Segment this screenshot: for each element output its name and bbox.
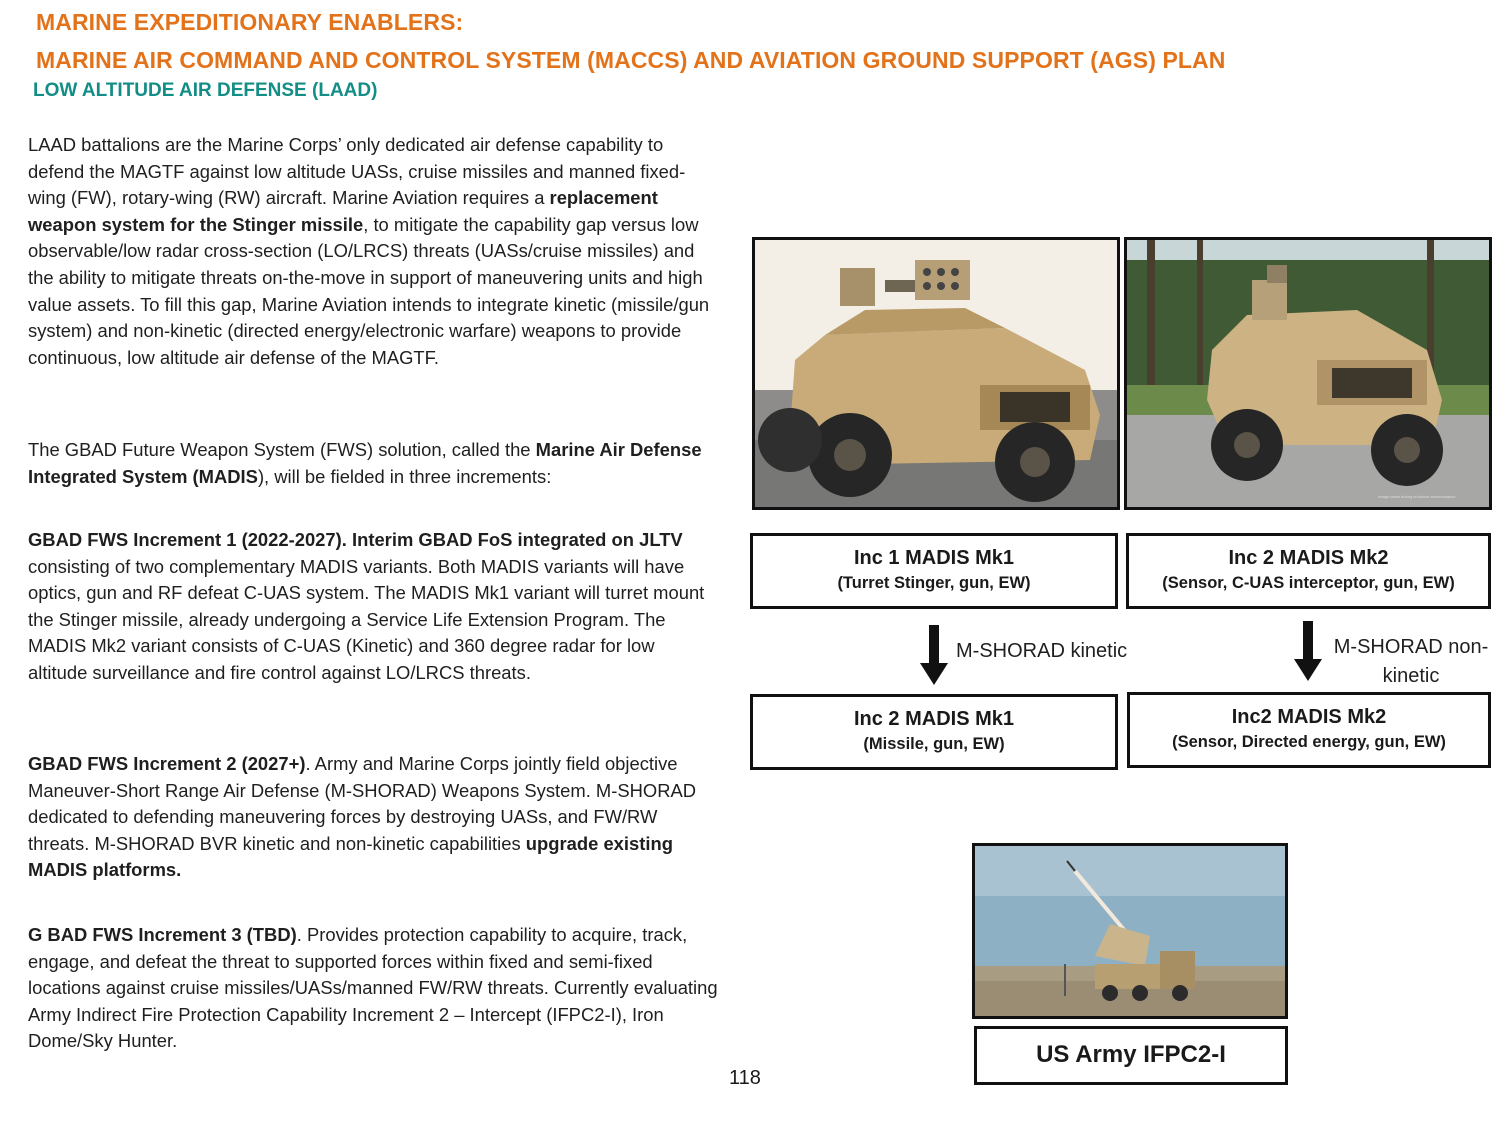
madis-mk1-vehicle-photo xyxy=(752,237,1120,510)
m-shorad-kinetic-label: M-SHORAD kinetic xyxy=(956,640,1128,662)
inc2-madis-mk2-top-box xyxy=(1126,533,1491,609)
paragraph-increment-2: GBAD FWS Increment 2 (2027+). Army and Marine Corps jointly field objective Maneuver-Short Range Air Defense (M-SHORAD) Weapons System. M-SHORAD dedicated to defending maneuvering forces by destroying UASs, and FW/RW threats. M-SHORAD BVR kinetic and non-kinetic capabilities upgrade existing MADIS platforms. xyxy=(28,753,697,881)
box-title: Inc 2 MADIS Mk1 xyxy=(853,708,1015,730)
page-number: 118 xyxy=(729,1067,761,1089)
down-arrow-icon xyxy=(920,625,948,685)
header-line-1: MARINE EXPEDITIONARY ENABLERS: xyxy=(36,9,464,35)
section-title: LOW ALTITUDE AIR DEFENSE (LAAD) xyxy=(33,80,378,101)
box-detail: (Turret Stinger, gun, EW) xyxy=(837,574,1031,592)
inc1-madis-mk1-box xyxy=(750,533,1118,609)
box-detail: (Sensor, Directed energy, gun, EW) xyxy=(1172,733,1446,751)
photo-caption: Image taken during technical demonstration xyxy=(1378,494,1456,499)
us-army-ifpc2-label-box xyxy=(974,1026,1288,1085)
down-arrow-icon xyxy=(1294,621,1322,681)
madis-mk2-vehicle-photo xyxy=(1124,237,1492,510)
inc2-madis-mk2-bottom-box xyxy=(1127,692,1491,768)
box-detail: (Sensor, C-UAS interceptor, gun, EW) xyxy=(1162,574,1455,592)
paragraph-madis-intro: The GBAD Future Weapon System (FWS) solution, called the Marine Air Defense Integrated System (MADIS), will be fielded in three increments: xyxy=(28,439,702,487)
box-title: Inc 2 MADIS Mk2 xyxy=(1228,547,1389,569)
inc2-madis-mk1-box xyxy=(750,694,1118,770)
paragraph-laad-overview: LAAD battalions are the Marine Corps’ only dedicated air defense capability to defend the MAGTF against low altitude UASs, cruise missiles and manned fixed-wing (FW), rotary-wing (RW) aircraft. Marine Aviation requires a replacement weapon system for the Stinger missile, to mitigate the capability gap versus low observable/low radar cross-section (LO/LRCS) threats (UASs/cruise missiles) and the ability to mitigate threats on-the-move in support of maneuvering units and high value assets. To fill this gap, Marine Aviation intends to integrate kinetic (missile/gun system) and non-kinetic (directed energy/electronic warfare) weapons to provide continuous, low altitude air defense of the MAGTF. xyxy=(28,134,710,368)
box-title: Inc 1 MADIS Mk1 xyxy=(853,547,1015,569)
box-title: US Army IFPC2-I xyxy=(1036,1041,1226,1068)
paragraph-increment-1: GBAD FWS Increment 1 (2022-2027). Interim GBAD FoS integrated on JLTV consisting of two complementary MADIS variants. Both MADIS variants will have optics, gun and RF defeat C-UAS system. The MADIS Mk1 variant will turret mount the Stinger missile, already undergoing a Service Life Extension Program. The MADIS Mk2 variant consists of C-UAS (Kinetic) and 360 degree radar for low altitude surveillance and fire control against LO/LRCS threats. xyxy=(28,529,705,683)
box-title: Inc2 MADIS Mk2 xyxy=(1231,706,1387,728)
box-detail: (Missile, gun, EW) xyxy=(863,735,1005,753)
ifpc2-launcher-photo xyxy=(972,843,1288,1019)
m-shorad-non-kinetic-label: M-SHORAD non- kinetic xyxy=(1333,636,1489,687)
paragraph-increment-3: G BAD FWS Increment 3 (TBD). Provides protection capability to acquire, track, engage, and defeat the threat to supported forces within fixed and semi-fixed locations against cruise missiles/UASs/manned FW/RW threats. Currently evaluating Army Indirect Fire Protection Capability Increment 2 – Intercept (IFPC2-I), Iron Dome/Sky Hunter. xyxy=(28,924,718,1052)
header-line-2: MARINE AIR COMMAND AND CONTROL SYSTEM (MACCS) AND AVIATION GROUND SUPPORT (AGS) PLAN xyxy=(36,47,1226,73)
